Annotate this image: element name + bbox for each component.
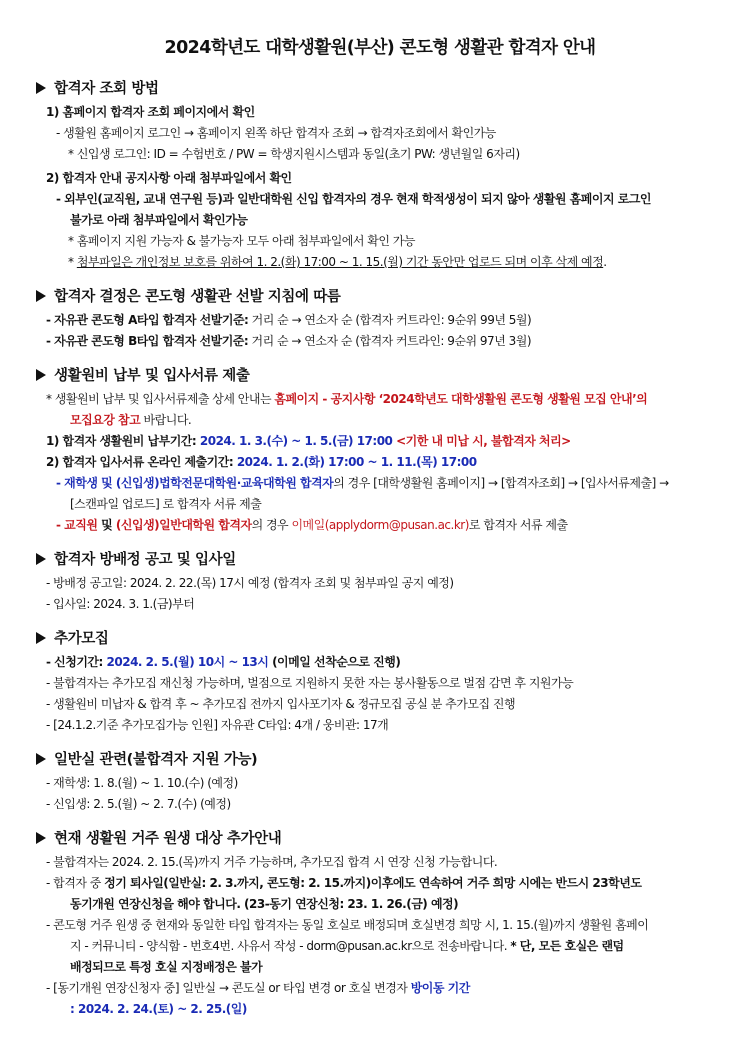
section-heading-additional-recruitment: 추가모집	[36, 627, 724, 648]
triangle-bullet-icon	[36, 290, 46, 302]
subheading-attachment: 2) 합격자 안내 공지사항 아래 첨부파일에서 확인	[46, 171, 292, 185]
payment-note-continued: 모집요강 참고 바랍니다.	[70, 413, 192, 427]
note-line: * 홈페이지 지원 가능자 & 불가능자 모두 아래 첨부파일에서 확인 가능	[68, 234, 415, 248]
section-heading-selection: 합격자 결정은 콘도형 생활관 선발 지침에 따름	[36, 285, 724, 306]
text-line: - 합격자 중 정기 퇴사일(일반실: 2. 3.까지, 콘도형: 2. 15.까지)이후에도 연속하여 거주 희망 시에는 반드시 23학년도	[46, 876, 642, 890]
criteria-a: - 자유관 콘도형 A타입 합격자 선발기준: 거리 순 → 연소자 순 (합격자 커트라인: 9순위 99년 5월)	[46, 313, 532, 327]
triangle-bullet-icon	[36, 82, 46, 94]
text-line: - [동기개원 연장신청자 중] 일반실 → 콘도실 or 타입 변경 or 호실 변경자 방이동 기간	[46, 981, 470, 995]
document-submit-online: - 재학생 및 (신입생)법학전문대학원·교육대학원 합격자의 경우 [대학생활원 홈페이지] → [합격자조회] → [입사서류제출] →	[56, 476, 669, 490]
triangle-bullet-icon	[36, 369, 46, 381]
text-line: - 입사일: 2024. 3. 1.(금)부터	[46, 597, 195, 611]
text-line-continued: 배정되므로 특정 호실 지정배정은 불가	[70, 960, 263, 974]
text-line-continued: 불가로 아래 첨부파일에서 확인가능	[70, 213, 248, 227]
note-line: * 신입생 로그인: ID = 수험번호 / PW = 학생지원시스템과 동일(초기 PW: 생년월일 6자리)	[68, 147, 520, 161]
note-line-underlined: * 첨부파일은 개인정보 보호를 위하여 1. 2.(화) 17:00 ~ 1. 15.(월) 기간 동안만 업로드 되며 이후 삭제 예정.	[68, 255, 607, 269]
text-line: - 불합격자는 2024. 2. 15.(목)까지 거주 가능하며, 추가모집 합격 시 연장 신청 가능합니다.	[46, 855, 498, 869]
text-line: - 방배정 공고일: 2024. 2. 22.(목) 17시 예정 (합격자 조회 및 첨부파일 공지 예정)	[46, 576, 454, 590]
triangle-bullet-icon	[36, 632, 46, 644]
text-line: - 불합격자는 추가모집 재신청 가능하며, 벌점으로 지원하지 못한 자는 봉사활동으로 벌점 감면 후 지원가능	[46, 676, 574, 690]
text-line-continued: 동기개원 연장신청을 해야 합니다. (23-동기 연장신청: 23. 1. 26.(금) 예정)	[70, 897, 459, 911]
application-period: - 신청기간: 2024. 2. 5.(월) 10시 ~ 13시 (이메일 선착순으로 진행)	[46, 655, 401, 669]
text-line: - 생활원 홈페이지 로그인 → 홈페이지 왼쪽 하단 합격자 조회 → 합격자조회에서 확인가능	[56, 126, 496, 140]
section-heading-general-room: 일반실 관련(불합격자 지원 가능)	[36, 748, 724, 769]
triangle-bullet-icon	[36, 832, 46, 844]
triangle-bullet-icon	[36, 753, 46, 765]
text-line: - 재학생: 1. 8.(월) ~ 1. 10.(수) (예정)	[46, 776, 238, 790]
criteria-b: - 자유관 콘도형 B타입 합격자 선발기준: 거리 순 → 연소자 순 (합격자 커트라인: 9순위 97년 3월)	[46, 334, 532, 348]
document-submit-email: - 교직원 및 (신입생)일반대학원 합격자의 경우 이메일(applydorm@pusan.ac.kr)로 합격자 서류 제출	[56, 518, 568, 532]
payment-note: * 생활원비 납부 및 입사서류제출 상세 안내는 홈페이지 - 공지사항 ‘2024학년도 대학생활원 콘도형 생활원 모집 안내’의	[46, 392, 648, 406]
section-heading-current-residents: 현재 생활원 거주 원생 대상 추가안내	[36, 827, 724, 848]
section-heading-payment: 생활원비 납부 및 입사서류 제출	[36, 364, 724, 385]
document-period: 2) 합격자 입사서류 온라인 제출기간: 2024. 1. 2.(화) 17:00 ~ 1. 11.(목) 17:00	[46, 455, 477, 469]
text-line-continued: 지 - 커뮤니티 - 양식함 - 번호4번. 사유서 작성 - dorm@pusan.ac.kr으로 전송바랍니다. * 단, 모든 호실은 랜덤	[70, 939, 624, 953]
text-line: - 콘도형 거주 원생 중 현재와 동일한 타입 합격자는 동일 호실로 배정되며 호실변경 희망 시, 1. 15.(월)까지 생활원 홈페이	[46, 918, 649, 932]
document-submit-online-continued: [스캔파일 업로드] 로 합격자 서류 제출	[70, 497, 262, 511]
text-line-continued: : 2024. 2. 24.(토) ~ 2. 25.(일)	[70, 1002, 247, 1016]
text-line: - 생활원비 미납자 & 합격 후 ~ 추가모집 전까지 입사포기자 & 정규모집 공실 분 추가모집 진행	[46, 697, 516, 711]
section-heading-lookup: 합격자 조회 방법	[36, 77, 724, 98]
text-line: - [24.1.2.기준 추가모집가능 인원] 자유관 C타입: 4개 / 웅비관: 17개	[46, 718, 389, 732]
document-title: 2024학년도 대학생활원(부산) 콘도형 생활관 합격자 안내	[164, 38, 596, 58]
triangle-bullet-icon	[36, 553, 46, 565]
section-heading-room-assignment: 합격자 방배정 공고 및 입사일	[36, 548, 724, 569]
payment-period: 1) 합격자 생활원비 납부기간: 2024. 1. 3.(수) ~ 1. 5.(금) 17:00 <기한 내 미납 시, 불합격자 처리>	[46, 434, 571, 448]
text-line: - 외부인(교직원, 교내 연구원 등)과 일반대학원 신입 합격자의 경우 현재 학적생성이 되지 않아 생활원 홈페이지 로그인	[56, 192, 652, 206]
text-line: - 신입생: 2. 5.(월) ~ 2. 7.(수) (예정)	[46, 797, 231, 811]
subheading-homepage: 1) 홈페이지 합격자 조회 페이지에서 확인	[46, 105, 255, 119]
email-link[interactable]: 이메일(applydorm@pusan.ac.kr)	[291, 518, 469, 532]
